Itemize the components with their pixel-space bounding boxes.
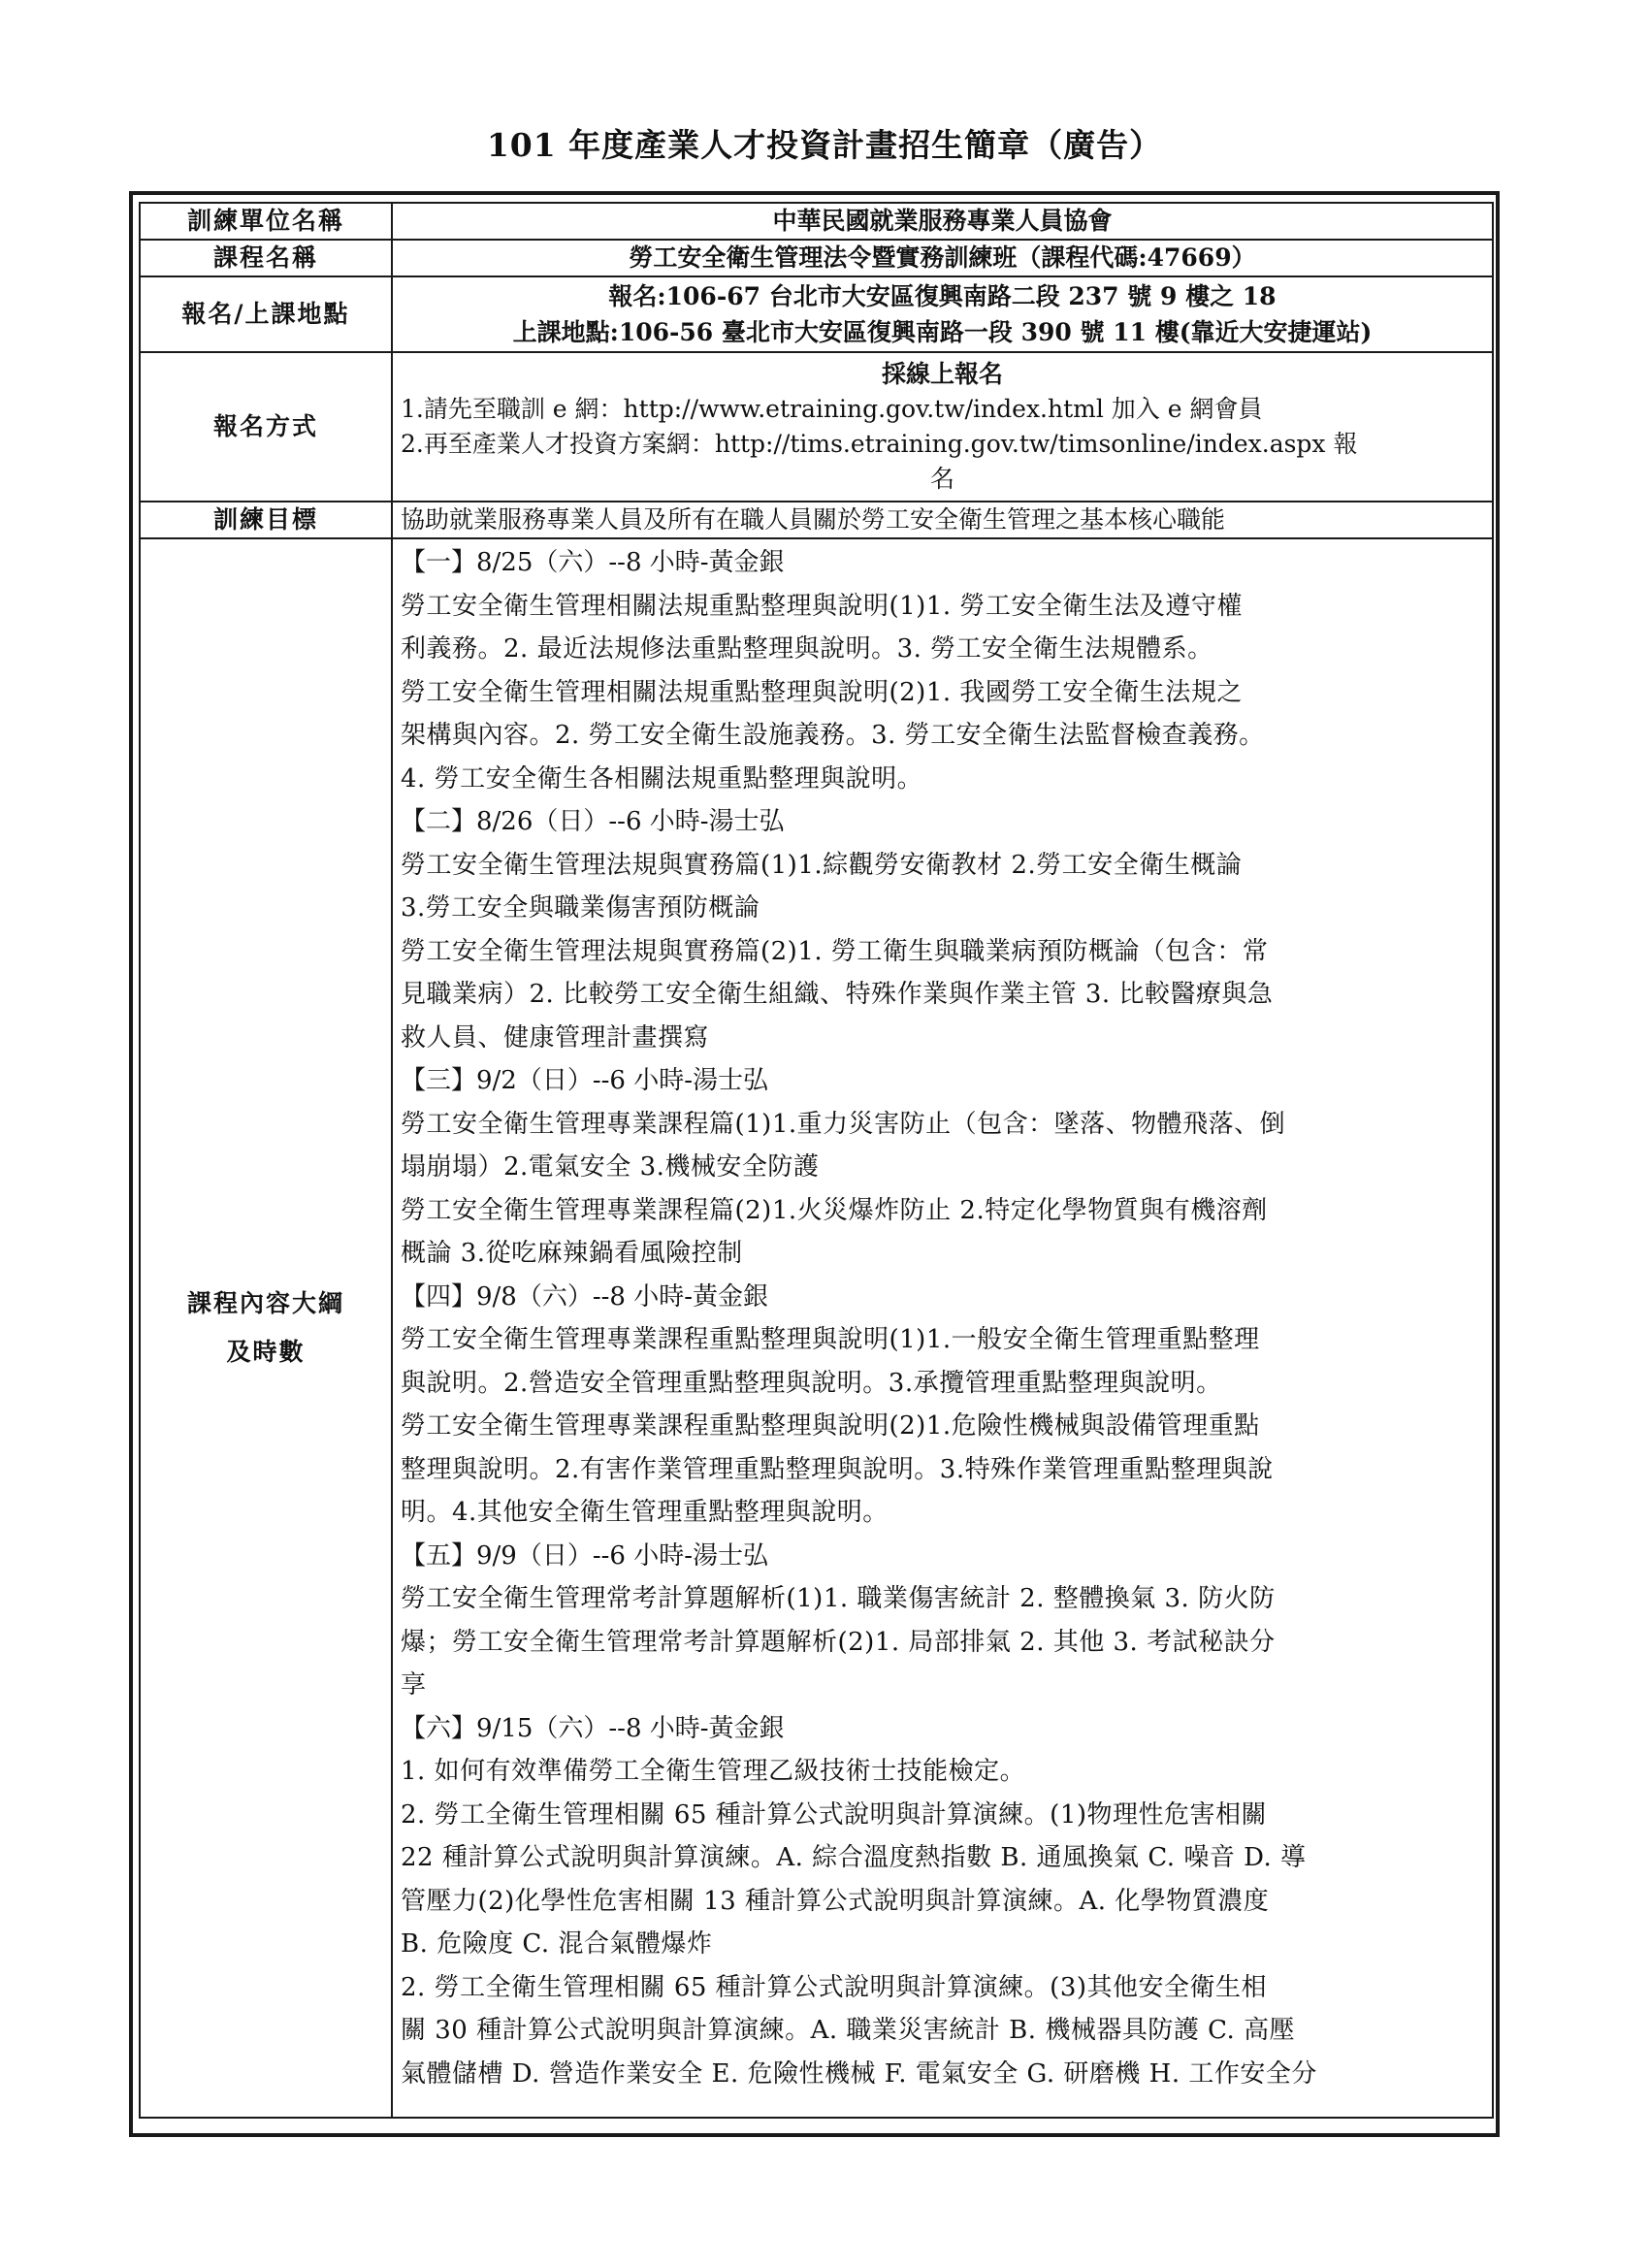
course-info-table <box>139 202 1494 2119</box>
value-course-name: 勞工安全衛生管理法令暨實務訓練班（課程代碼:47669） <box>392 240 1493 276</box>
outline-line: 架構與內容。2. 勞工安全衛生設施義務。3. 勞工安全衛生法監督檢查義務。 <box>401 721 1265 750</box>
outline-line: 勞工安全衛生管理法規與實務篇(2)1. 勞工衛生與職業病預防概論（包含：常 <box>401 936 1269 966</box>
value-training-goal: 協助就業服務專業人員及所有在職人員關於勞工安全衛生管理之基本核心職能 <box>392 502 1493 538</box>
outline-line: 明。4.其他安全衛生管理重點整理與說明。 <box>401 1498 889 1527</box>
label-course-outline <box>140 538 392 2118</box>
outline-line: 勞工安全衛生管理專業課程重點整理與說明(2)1.危險性機械與設備管理重點 <box>401 1411 1260 1441</box>
outline-line: 爆；勞工安全衛生管理常考計算題解析(2)1. 局部排氣 2. 其他 3. 考試秘訣分 <box>401 1627 1276 1657</box>
class-address: 上課地點:106-56 臺北市大安區復興南路一段 390 號 11 樓(靠近大安捷運站) <box>512 318 1373 346</box>
label-course-name: 課程名稱 <box>140 240 392 276</box>
outline-label-line-2: 及時數 <box>226 1338 306 1366</box>
label-training-goal: 訓練目標 <box>140 502 392 538</box>
outline-line: 塌崩塌）2.電氣安全 3.機械安全防護 <box>401 1152 820 1182</box>
row-training-goal <box>140 502 1493 538</box>
outline-line: 2. 勞工全衛生管理相關 65 種計算公式說明與計算演練。(3)其他安全衛生相 <box>401 1972 1268 2002</box>
outline-line: 利義務。2. 最近法規修法重點整理與說明。3. 勞工安全衛生法規體系。 <box>401 634 1213 664</box>
outline-line: 整理與說明。2.有害作業管理重點整理與說明。3.特殊作業管理重點整理與說 <box>401 1454 1274 1484</box>
signup-address: 報名:106-67 台北市大安區復興南路二段 237 號 9 樓之 18 <box>608 282 1277 310</box>
row-course-name <box>140 240 1493 276</box>
outline-line: 22 種計算公式說明與計算演練。A. 綜合溫度熱指數 B. 通風換氣 C. 噪音 D. 導 <box>401 1843 1307 1872</box>
course-outline-content <box>392 538 1493 2118</box>
outline-line: 救人員、健康管理計畫撰寫 <box>401 1022 710 1053</box>
row-training-unit <box>140 203 1493 240</box>
outline-line: 3.勞工安全與職業傷害預防概論 <box>401 893 760 923</box>
document-title: 101 年度產業人才投資計畫招生簡章（廣告） <box>486 126 1163 164</box>
signup-step-1: 1.請先至職訓 e 網：http://www.etraining.gov.tw/index.html 加入 e 網會員 <box>401 395 1263 423</box>
outline-line: 勞工安全衛生管理專業課程篇(1)1.重力災害防止（包含：墜落、物體飛落、倒 <box>401 1109 1286 1139</box>
label-location: 報名/上課地點 <box>140 276 392 352</box>
outline-line: 勞工安全衛生管理常考計算題解析(1)1. 職業傷害統計 2. 整體換氣 3. 防火防 <box>401 1584 1276 1613</box>
outline-line: 管壓力(2)化學性危害相關 13 種計算公式說明與計算演練。A. 化學物質濃度 <box>401 1886 1270 1916</box>
outline-line: 勞工安全衛生管理專業課程篇(2)1.火災爆炸防止 2.特定化學物質與有機溶劑 <box>401 1195 1268 1225</box>
outline-line: 勞工安全衛生管理法規與實務篇(1)1.綜觀勞安衛教材 2.勞工安全衛生概論 <box>401 850 1243 880</box>
signup-step-2: 2.再至產業人才投資方案網：http://tims.etraining.gov.tw/timsonline/index.aspx 報 <box>401 430 1358 458</box>
row-location <box>140 276 1493 352</box>
signup-heading: 採線上報名 <box>881 360 1003 388</box>
value-location <box>392 276 1493 352</box>
outline-line: 氣體儲槽 D. 營造作業安全 E. 危險性機械 F. 電氣安全 G. 研磨機 H. 工作安全分 <box>401 2058 1317 2089</box>
outline-label-line-1: 課程內容大綱 <box>186 1289 344 1317</box>
outline-line: 勞工安全衛生管理專業課程重點整理與說明(1)1.一般安全衛生管理重點整理 <box>401 1325 1260 1354</box>
outline-line: 4. 勞工安全衛生各相關法規重點整理與說明。 <box>401 763 923 794</box>
outline-line: 2. 勞工全衛生管理相關 65 種計算公式說明與計算演練。(1)物理性危害相關 <box>401 1799 1268 1830</box>
outline-line: 與說明。2.營造安全管理重點整理與說明。3.承攬管理重點整理與說明。 <box>401 1368 1222 1398</box>
outline-line: 1. 如何有效準備勞工全衛生管理乙級技術士技能檢定。 <box>401 1757 1026 1786</box>
session-heading: 【一】8/25（六）--8 小時-黃金銀 <box>401 548 785 577</box>
outline-line: 享 <box>401 1670 427 1700</box>
outline-line: 勞工安全衛生管理相關法規重點整理與說明(2)1. 我國勞工安全衛生法規之 <box>401 677 1243 707</box>
outline-line: 見職業病）2. 比較勞工安全衛生組織、特殊作業與作業主管 3. 比較醫療與急 <box>401 980 1274 1009</box>
label-signup-method: 報名方式 <box>140 352 392 502</box>
row-signup-method <box>140 352 1493 502</box>
value-signup-method <box>392 352 1493 502</box>
session-heading: 【三】9/2（日）--6 小時-湯士弘 <box>401 1066 769 1095</box>
signup-step-2-wrap: 名 <box>929 465 954 493</box>
row-course-outline <box>140 538 1493 2118</box>
session-heading: 【四】9/8（六）--8 小時-黃金銀 <box>401 1281 769 1312</box>
value-training-unit: 中華民國就業服務專業人員協會 <box>392 203 1493 240</box>
outline-line: 概論 3.從吃麻辣鍋看風險控制 <box>401 1239 743 1268</box>
outline-line: 關 30 種計算公式說明與計算演練。A. 職業災害統計 B. 機械器具防護 C. 高壓 <box>401 2016 1296 2045</box>
session-heading: 【五】9/9（日）--6 小時-湯士弘 <box>401 1540 769 1571</box>
outline-line: 勞工安全衛生管理相關法規重點整理與說明(1)1. 勞工安全衛生法及遵守權 <box>401 591 1243 621</box>
outline-line: B. 危險度 C. 混合氣體爆炸 <box>401 1929 713 1959</box>
session-heading: 【六】9/15（六）--8 小時-黃金銀 <box>401 1713 785 1743</box>
label-training-unit: 訓練單位名稱 <box>140 203 392 240</box>
session-heading: 【二】8/26（日）--6 小時-湯士弘 <box>401 807 785 836</box>
